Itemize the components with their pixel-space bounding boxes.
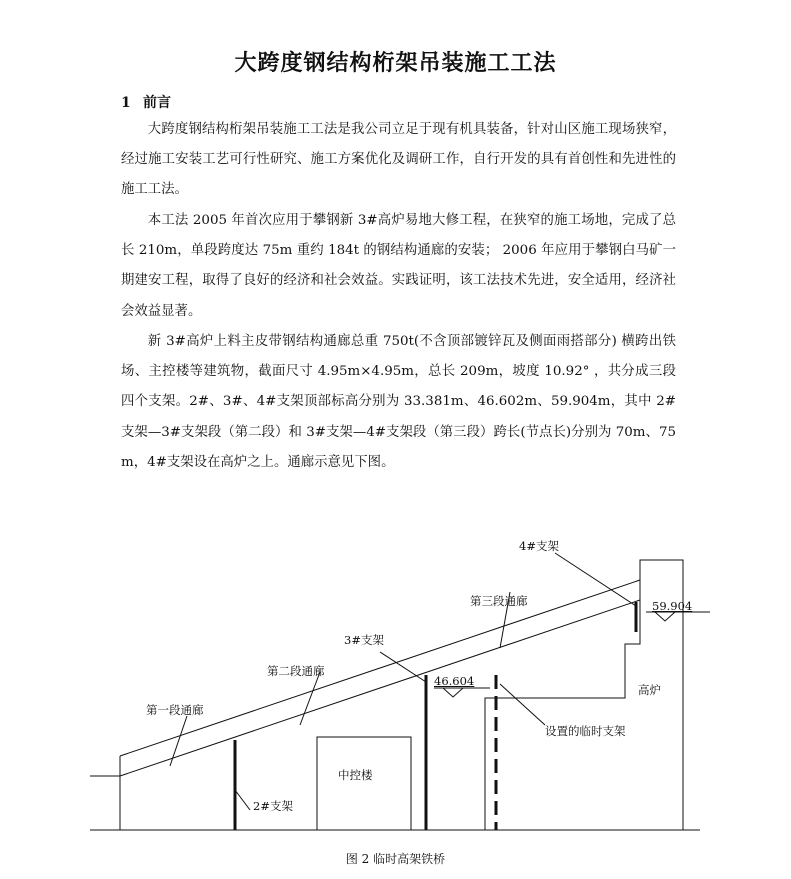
label-segment-2: 第二段通廊 xyxy=(267,664,325,678)
left-platform xyxy=(90,776,120,830)
section-heading xyxy=(121,92,171,112)
paragraph-3: 新 3#高炉上料主皮带钢结构通廊总重 750t(不含顶部镀锌瓦及侧面雨搭部分) 横跨出铁场、主控楼等建筑物，截面尺寸 4.95m×4.95m，总长 209m，坡度 10.92° ，共分成三段四个支架。2#、3#、4#支架顶部标高分别为 33.381m、46.602m、59.904m，其中 2#支架—3#支架段（第二段）和 3#支架—4#支架段（第三段）跨长(节点长)分别为 70m、75 m，4#支架设在高炉之上。通廊示意见下图。 xyxy=(121,334,676,470)
label-elevation-mid: 46.604 xyxy=(434,674,475,688)
corridor-diagram xyxy=(0,520,791,840)
label-support-2: 2#支架 xyxy=(253,799,293,813)
leader-segment1 xyxy=(170,716,187,766)
control-building xyxy=(317,737,411,830)
label-segment-1: 第一段通廊 xyxy=(146,703,204,717)
paragraph-2: 本工法 2005 年首次应用于攀钢新 3#高炉易地大修工程，在狭窄的施工场地，完成了总长 210m，单段跨度达 75m 重约 184t 的钢结构通廊的安装； 2006 年应用于攀钢白马矿一期建安工程，取得了良好的经济和社会效益。实践证明，该工法技术先进，安全适用，经济社会效益显著。 xyxy=(121,213,676,319)
paragraph-1: 大跨度钢结构桁架吊装施工工法是我公司立足于现有机具装备，针对山区施工现场狭窄，经过施工安装工艺可行性研究、施工方案优化及调研工作，自行开发的具有首创性和先进性的施工工法。 xyxy=(121,122,676,198)
elevation-top-triangle xyxy=(655,612,675,621)
elevation-mid-triangle xyxy=(443,688,463,697)
section-number: 1 xyxy=(121,95,131,111)
document-title: 大跨度钢结构桁架吊装施工工法 xyxy=(234,50,557,76)
leader-temp-support xyxy=(500,684,545,725)
leader-support4 xyxy=(555,553,636,606)
figure-caption: 图 2 临时高架铁桥 xyxy=(345,852,446,866)
label-control-building: 中控楼 xyxy=(338,768,373,782)
label-support-3: 3#支架 xyxy=(344,633,384,647)
leader-segment2 xyxy=(300,672,320,725)
label-blast-furnace: 高炉 xyxy=(638,683,661,697)
label-elevation-top: 59.904 xyxy=(652,599,693,613)
label-temp-support: 设置的临时支架 xyxy=(545,724,626,738)
corridor-bottom-chord xyxy=(120,600,640,776)
leader-support3 xyxy=(380,652,426,682)
label-support-4: 4#支架 xyxy=(519,539,559,553)
diagram-drawing xyxy=(0,520,791,840)
leader-support2 xyxy=(235,790,250,810)
label-segment-3: 第三段通廊 xyxy=(470,594,528,608)
section-title: 前言 xyxy=(143,95,171,111)
